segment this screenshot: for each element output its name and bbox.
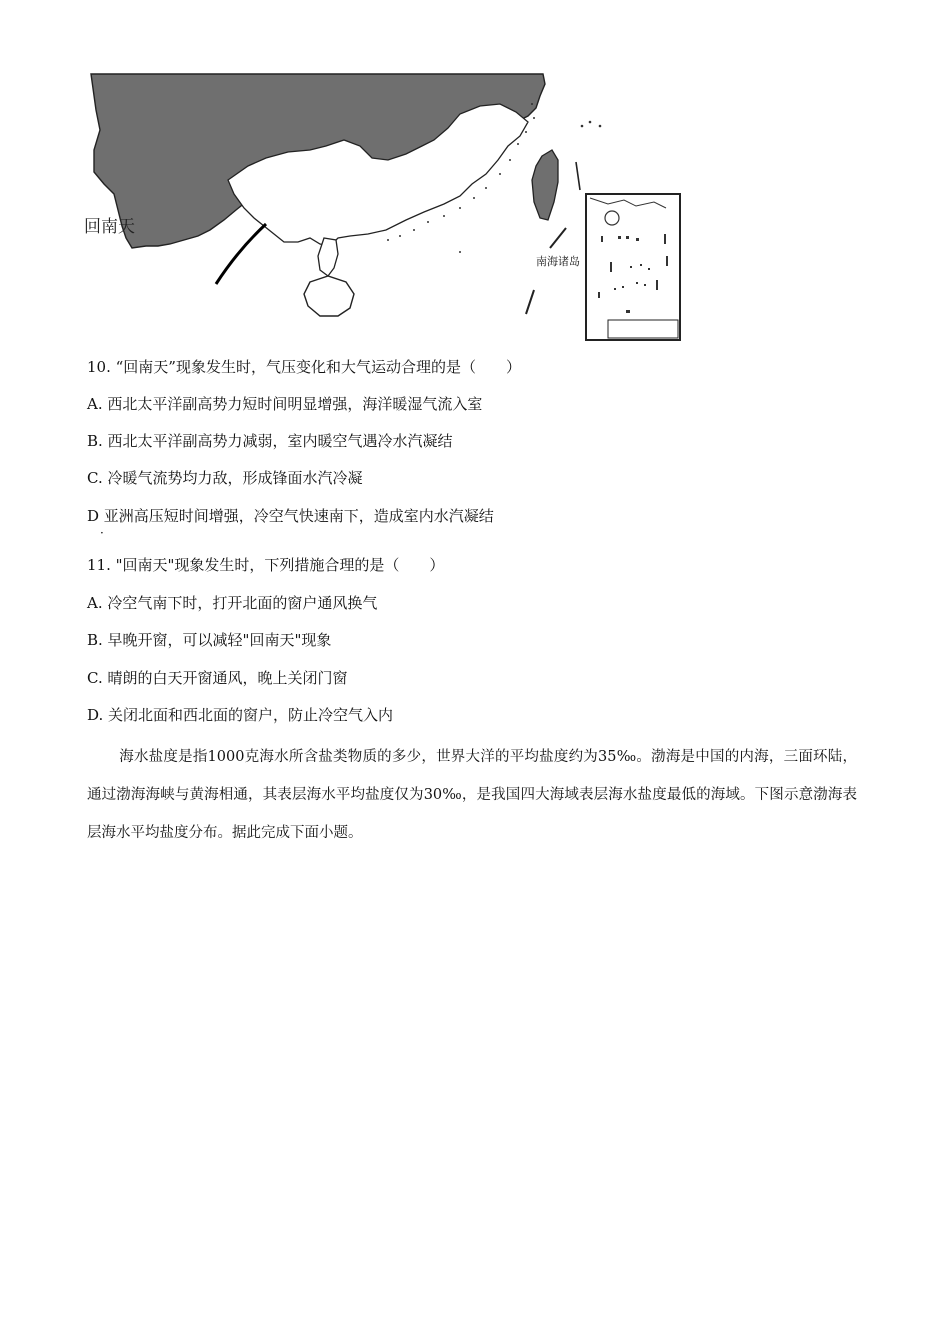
hainan-island: [304, 276, 354, 316]
q10-option-a: A. 西北太平洋副高势力短时间明显增强，海洋暖湿气流入室: [87, 395, 483, 413]
q10-option-c: C. 冷暖气流势均力敌，形成锋面水汽冷凝: [87, 469, 363, 487]
passage-text: 海水盐度是指1000克海水所含盐类物质的多少，世界大洋的平均盐度约为35‰。渤海是中国的内海，三面环陆，通过渤海海峡与黄海相通，其表层海水平均盐度仅为30‰，是我国四大海域表层海水盐度最低的海域。下图示意渤海表层海水平均盐度分布。据此完成下面小题。: [87, 749, 857, 841]
taiwan-island: [532, 150, 558, 220]
question-10-stem: 10. “回南天”现象发生时，气压变化和大气运动合理的是（ ）: [87, 358, 521, 376]
reading-passage: [87, 738, 857, 852]
south-china-sea-inset: [586, 194, 680, 340]
south-china-map: [88, 70, 688, 345]
q11-option-d: D. 关闭北面和西北面的窗户，防止冷空气入内: [87, 706, 394, 724]
q10-option-d: D 亚洲高压短时间增强，冷空气快速南下，造成室内水汽凝结: [87, 507, 494, 525]
inset-label-south-china-sea-islands: 南海诸岛: [536, 255, 580, 268]
question-11-stem: 11. "回南天"现象发生时，下列措施合理的是（ ）: [87, 556, 445, 574]
map-label-huinantian: 回南天: [84, 217, 135, 237]
label-pointer: [216, 224, 266, 284]
q11-option-a: A. 冷空气南下时，打开北面的窗户通风换气: [87, 594, 378, 612]
q11-option-b: B. 早晚开窗，可以减轻"回南天"现象: [87, 631, 332, 649]
q11-option-c: C. 晴朗的白天开窗通风，晚上关闭门窗: [87, 669, 348, 687]
option-d-dot: ·: [100, 526, 104, 540]
map-graphic: [88, 70, 688, 345]
q10-option-b: B. 西北太平洋副高势力减弱，室内暖空气遇冷水汽凝结: [87, 432, 453, 450]
